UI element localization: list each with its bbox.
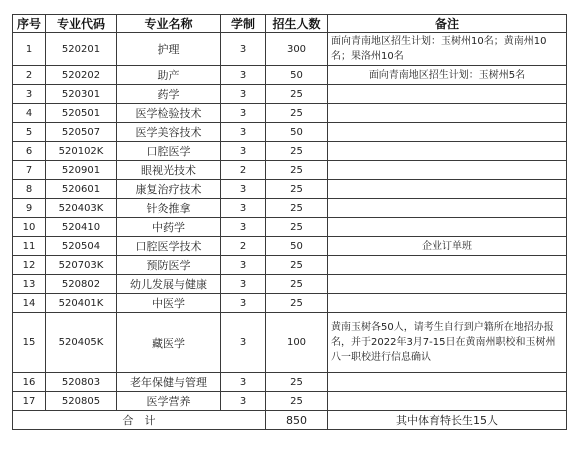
cell-quota: 300: [266, 33, 328, 66]
cell-quota: 25: [266, 373, 328, 392]
cell-years: 3: [221, 104, 266, 123]
cell-years: 3: [221, 180, 266, 199]
cell-note: [328, 275, 567, 294]
cell-years: 3: [221, 313, 266, 373]
cell-note: [328, 218, 567, 237]
cell-code: 520102K: [46, 142, 117, 161]
cell-years: 2: [221, 237, 266, 256]
cell-quota: 25: [266, 256, 328, 275]
cell-note: [328, 180, 567, 199]
cell-note: 企业订单班: [328, 237, 567, 256]
cell-years: 3: [221, 123, 266, 142]
cell-code: 520401K: [46, 294, 117, 313]
table-row: [13, 142, 567, 161]
cell-years: 3: [221, 392, 266, 411]
cell-note: [328, 123, 567, 142]
table-row: [13, 199, 567, 218]
cell-seq: 2: [13, 66, 46, 85]
cell-quota: 50: [266, 123, 328, 142]
table-row: [13, 275, 567, 294]
cell-note: [328, 161, 567, 180]
cell-seq: 5: [13, 123, 46, 142]
cell-name: 护理: [117, 33, 221, 66]
cell-name: 口腔医学: [117, 142, 221, 161]
cell-code: 520802: [46, 275, 117, 294]
cell-note: [328, 85, 567, 104]
cell-quota: 25: [266, 85, 328, 104]
cell-name: 口腔医学技术: [117, 237, 221, 256]
cell-years: 3: [221, 85, 266, 104]
header-quota: 招生人数: [266, 15, 328, 33]
cell-note: [328, 142, 567, 161]
cell-code: 520504: [46, 237, 117, 256]
cell-seq: 3: [13, 85, 46, 104]
cell-years: 3: [221, 142, 266, 161]
cell-quota: 25: [266, 104, 328, 123]
cell-years: 3: [221, 218, 266, 237]
cell-name: 医学检验技术: [117, 104, 221, 123]
cell-code: 520301: [46, 85, 117, 104]
table-row: [13, 180, 567, 199]
cell-seq: 16: [13, 373, 46, 392]
cell-quota: 25: [266, 218, 328, 237]
table-row: [13, 33, 567, 66]
cell-quota: 25: [266, 161, 328, 180]
cell-note: 面向青南地区招生计划：玉树州10名；黄南州10名；果洛州10名: [328, 33, 567, 66]
cell-seq: 7: [13, 161, 46, 180]
cell-name: 医学营养: [117, 392, 221, 411]
cell-name: 藏医学: [117, 313, 221, 373]
cell-seq: 15: [13, 313, 46, 373]
cell-quota: 50: [266, 237, 328, 256]
cell-code: 520501: [46, 104, 117, 123]
cell-note: [328, 294, 567, 313]
cell-note: 面向青南地区招生计划：玉树州5名: [328, 66, 567, 85]
cell-years: 3: [221, 256, 266, 275]
cell-name: 医学美容技术: [117, 123, 221, 142]
cell-code: 520803: [46, 373, 117, 392]
table-header-row: [13, 15, 567, 33]
cell-code: 520403K: [46, 199, 117, 218]
cell-note: [328, 104, 567, 123]
cell-years: 3: [221, 199, 266, 218]
cell-note: [328, 256, 567, 275]
table-row: [13, 123, 567, 142]
cell-quota: 100: [266, 313, 328, 373]
cell-name: 眼视光技术: [117, 161, 221, 180]
cell-name: 老年保健与管理: [117, 373, 221, 392]
cell-quota: 25: [266, 294, 328, 313]
total-row: [13, 411, 567, 430]
header-name: 专业名称: [117, 15, 221, 33]
cell-seq: 4: [13, 104, 46, 123]
table-row: [13, 218, 567, 237]
cell-quota: 25: [266, 275, 328, 294]
cell-years: 3: [221, 275, 266, 294]
cell-seq: 14: [13, 294, 46, 313]
enrollment-plan-table: [12, 14, 567, 430]
table-row: [13, 85, 567, 104]
cell-quota: 25: [266, 142, 328, 161]
cell-seq: 9: [13, 199, 46, 218]
cell-seq: 1: [13, 33, 46, 66]
cell-name: 药学: [117, 85, 221, 104]
cell-code: 520703K: [46, 256, 117, 275]
table-row: [13, 256, 567, 275]
cell-years: 2: [221, 161, 266, 180]
cell-code: 520202: [46, 66, 117, 85]
cell-code: 520805: [46, 392, 117, 411]
cell-code: 520410: [46, 218, 117, 237]
cell-years: 3: [221, 373, 266, 392]
cell-name: 中医学: [117, 294, 221, 313]
total-quota: 850: [266, 411, 328, 430]
table-row: [13, 104, 567, 123]
table-row: [13, 237, 567, 256]
table-row: [13, 373, 567, 392]
cell-seq: 6: [13, 142, 46, 161]
cell-code: 520201: [46, 33, 117, 66]
cell-name: 针灸推拿: [117, 199, 221, 218]
cell-note: [328, 199, 567, 218]
table-row: [13, 392, 567, 411]
cell-name: 助产: [117, 66, 221, 85]
cell-seq: 17: [13, 392, 46, 411]
cell-note: 黄南玉树各50人，请考生自行到户籍所在地招办报名，并于2022年3月7-15日在黄南州职校和玉树州八一职校进行信息确认: [328, 313, 567, 373]
total-label: 合 计: [13, 411, 266, 430]
cell-code: 520507: [46, 123, 117, 142]
cell-quota: 25: [266, 180, 328, 199]
cell-seq: 8: [13, 180, 46, 199]
cell-name: 预防医学: [117, 256, 221, 275]
table-row: [13, 161, 567, 180]
cell-years: 3: [221, 33, 266, 66]
cell-code: 520601: [46, 180, 117, 199]
cell-code: 520405K: [46, 313, 117, 373]
table-row: [13, 66, 567, 85]
header-note: 备注: [328, 15, 567, 33]
cell-years: 3: [221, 66, 266, 85]
cell-seq: 10: [13, 218, 46, 237]
cell-quota: 25: [266, 392, 328, 411]
cell-years: 3: [221, 294, 266, 313]
cell-name: 中药学: [117, 218, 221, 237]
cell-code: 520901: [46, 161, 117, 180]
header-code: 专业代码: [46, 15, 117, 33]
cell-name: 康复治疗技术: [117, 180, 221, 199]
header-years: 学制: [221, 15, 266, 33]
cell-name: 幼儿发展与健康: [117, 275, 221, 294]
cell-seq: 13: [13, 275, 46, 294]
cell-note: [328, 392, 567, 411]
cell-quota: 50: [266, 66, 328, 85]
cell-seq: 11: [13, 237, 46, 256]
cell-seq: 12: [13, 256, 46, 275]
cell-note: [328, 373, 567, 392]
header-seq: 序号: [13, 15, 46, 33]
cell-quota: 25: [266, 199, 328, 218]
table-row: [13, 313, 567, 373]
enrollment-table-container: [12, 14, 567, 430]
total-note: 其中体育特长生15人: [328, 411, 567, 430]
table-row: [13, 294, 567, 313]
